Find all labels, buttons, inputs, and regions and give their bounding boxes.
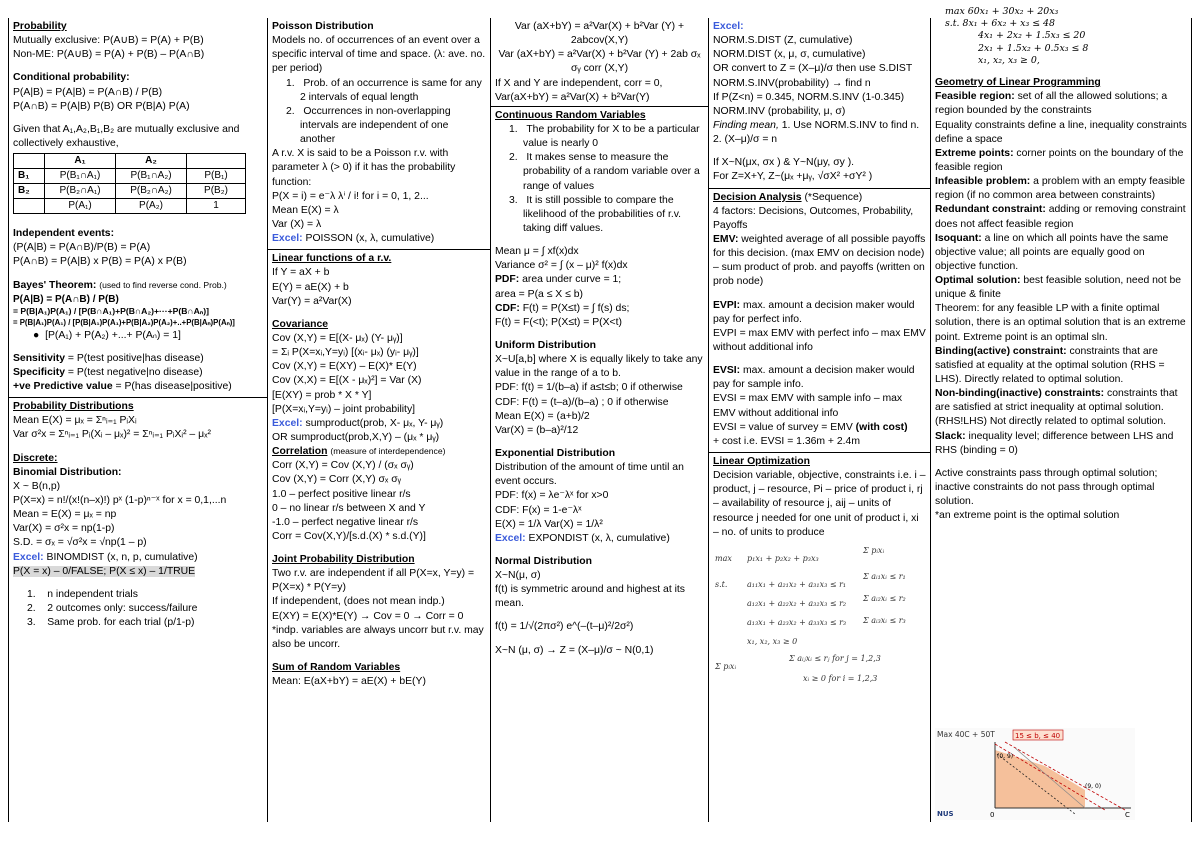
lin-line-1: If Y = aX + b	[272, 267, 330, 279]
poisson-var: Var (X) = λ	[272, 218, 322, 230]
excel-label: Excel:	[272, 233, 303, 245]
continuous-title: Continuous Random Variables	[495, 109, 646, 121]
lp-example	[935, 6, 1187, 67]
extreme-note: *an extreme point is the optimal solution	[935, 510, 1120, 522]
indep-line-1: (P(A|B) = P(A∩B)/P(B) = P(A)	[13, 242, 151, 254]
feasible-region-text: set of all the allowed solutions; a region bounded by the constraints	[935, 91, 1168, 117]
nonbinding-text: constraints that are satisfied at strict inequality at optimal solution. (RHS!LHS) Not directly related to optimal solution.	[935, 388, 1178, 428]
with-cost: (with cost)	[855, 421, 908, 433]
evsi-line	[713, 364, 926, 392]
unif-cdf: CDF: F(t) = (t–a)/(b–a) ; 0 if otherwise	[495, 396, 669, 408]
column-2	[267, 18, 490, 822]
pd-mean: Mean E(X) = μₓ = Σⁿᵢ₌₁ PᵢXᵢ	[13, 415, 137, 427]
list-item-text: Occurrences in non-overlapping intervals are independent of one another	[300, 105, 451, 146]
given-text: Given that A₁,A₂,B₁,B₂ are mutually exclusive and collectively exhaustive,	[13, 123, 240, 149]
poisson-desc: Models no. of occurrences of an event over a specific interval of time and space. (λ: ave. no. per period)	[272, 35, 486, 75]
evpi-line-2: EVPI = max EMV with perfect info – max EMV without additional info	[713, 327, 926, 353]
unif-line-1: X~U[a,b] where X is equally likely to take any value in the range of a to b.	[495, 354, 703, 380]
example-st-4: x₁, x₂, x₃ ≥ 0,	[978, 54, 1040, 66]
bayes-heading	[13, 279, 263, 293]
list-item-text: n independent trials	[47, 588, 138, 600]
corr-line-5: -1.0 – perfect negative linear r/s	[272, 516, 419, 528]
norm-line-2: f(t) is symmetric around and highest at its mean.	[495, 584, 685, 610]
exp-excel: EXPONDIST (x, λ, cumulative)	[525, 532, 670, 544]
table-cell: P(B₁∩A₁)	[45, 169, 116, 184]
excel-line-4: NORM.S.INV(probability) → find n	[713, 77, 871, 89]
table-cell: P(B₂∩A₁)	[45, 184, 116, 199]
poisson-mean: Mean E(X) = λ	[272, 204, 339, 216]
covariance-title: Covariance	[272, 318, 329, 330]
cheat-sheet	[8, 6, 1192, 822]
isoquant-line	[935, 232, 1187, 274]
unif-var: Var(X) = (b–a)²/12	[495, 424, 579, 436]
graph-axis-c: C	[1125, 811, 1130, 819]
slack-label: Slack:	[935, 430, 966, 442]
decision-title: Decision Analysis	[713, 191, 802, 203]
correlation-title: Correlation	[272, 446, 328, 458]
list-item: 3. It is still possible to compare the likelihood of the probabilities of r.v. taking diff values.	[509, 194, 682, 234]
active-text: Active constraints pass through optimal solution; inactive constraints do not pass through optimal solution.	[935, 467, 1158, 508]
emv-line	[713, 233, 926, 290]
dec-line-1: 4 factors: Decisions, Outcomes, Probability, Payoffs	[713, 205, 914, 231]
lp-max: max	[715, 553, 732, 563]
extreme-points-label: Extreme points:	[935, 147, 1014, 159]
joint-line-3: E(XY) = E(X)*E(Y) → Cov = 0 → Corr = 0	[272, 610, 464, 622]
binom-line-5: S.D. = σₓ = √σ²x = √np(1 – p)	[13, 537, 147, 549]
evsi-line-2: EVSI = max EMV with sample info – max EMV without additional info	[713, 393, 903, 419]
cov-line-2: = Σᵢ P(X=xᵢ,Y=yᵢ) [(xᵢ- μₓ) (yᵢ- μᵧ)]	[272, 347, 419, 359]
binom-excel-line	[13, 551, 263, 565]
cov-line-5: [E(XY) = prob * X * Y]	[272, 389, 372, 401]
cdf-text: F(t) = P(X≤t) = ∫ f(s) ds;	[519, 302, 630, 314]
infeasible-text: a problem with an empty feasible region (if no common area between constraints)	[935, 176, 1186, 202]
cov-line-7: OR sumproduct(prob,X,Y) – (μₓ * μᵧ)	[272, 431, 440, 443]
list-item-text: It makes sense to measure the probability of a random variable over a range of values	[523, 152, 700, 192]
evsi-line-3	[713, 421, 926, 435]
cond-line-1: P(A|B) = P(A|B) = P(A∩B) / P(B)	[13, 86, 163, 98]
joint-line-4: *indp. variables are always uncorr but r.v. may also be uncorr.	[272, 624, 484, 650]
binom-line-4: Var(X) = σ²x = np(1-p)	[13, 523, 115, 535]
lp-general-constraint: Σ aᵢⱼxᵢ ≤ rⱼ for j = 1,2,3	[789, 653, 881, 663]
sensitivity-line	[13, 352, 263, 366]
bayes-title: Bayes' Theorem:	[13, 279, 97, 291]
list-item-text: The probability for X to be a particular value is nearly 0	[523, 123, 700, 150]
pdf-text: area under curve = 1;	[519, 274, 622, 286]
binom-highlight: P(X = x) – 0/FALSE; P(X ≤ x) – 1/TRUE	[13, 565, 196, 577]
poisson-pf: P(X = i) = e⁻λ λⁱ / i! for i = 0, 1, 2...	[272, 190, 429, 202]
list-item: 2. It makes sense to measure the probability of a random variable over a range of values	[509, 152, 700, 192]
lp-general-obj: Σ pᵢxᵢ	[715, 661, 737, 671]
exp-line-1: Distribution of the amount of time until an event occurs.	[495, 462, 684, 488]
infeasible-line	[935, 175, 1187, 203]
nonme-line: Non-ME: P(A∪B) = P(A) + P(B) – P(A∩B)	[13, 49, 205, 61]
lp-objective: p₁x₁ + p₂x₂ + p₃x₃	[747, 553, 819, 563]
binomial-title: Binomial Distribution:	[13, 466, 122, 478]
lp-sum-objective: Σ pᵢxᵢ	[863, 545, 885, 555]
cond-line-2: P(A∩B) = P(A|B) P(B) OR P(B|A) P(A)	[13, 100, 190, 112]
bayes-bullet-row: ● [P(A₁) + P(A₂) +...+ P(Aₙ) = 1]	[33, 329, 181, 341]
binding-label: Binding(active) constraint:	[935, 345, 1067, 357]
extreme-points-text: corner points on the boundary of the feasible region	[935, 147, 1184, 173]
excel-label: Excel:	[13, 551, 44, 563]
exp-pdf: PDF: f(x) = λe⁻λˣ for x>0	[495, 490, 609, 502]
evsi-line-4: + cost i.e. EVSI = 1.36m + 2.4m	[713, 435, 860, 447]
binom-line-3: Mean = E(X) = μₓ = np	[13, 509, 117, 521]
optimal-text: best feasible solution, need not be unique & finite	[935, 275, 1182, 301]
ppv-line	[13, 380, 263, 394]
list-item: 2. Occurrences in non-overlapping intervals are independent of one another	[286, 105, 451, 146]
sum-rv-title: Sum of Random Variables	[272, 662, 401, 674]
cov-line-3: Cov (X,Y) = E(XY) – E(X)* E(Y)	[272, 361, 417, 373]
conditional-title: Conditional probability:	[13, 72, 130, 84]
pdf-line-2: area = P(a ≤ X ≤ b)	[495, 288, 583, 300]
finding-mean-label: Finding mean,	[713, 119, 779, 131]
nus-logo: NUS	[937, 810, 954, 818]
cont-mean: Mean μ = ∫ xf(x)dx	[495, 246, 579, 258]
corr-line-6: Corr = Cov(X,Y)/[s.d.(X) * s.d.(Y)]	[272, 530, 426, 542]
correlation-heading	[272, 445, 486, 459]
table-cell: P(B₂)	[187, 184, 246, 199]
norm-f: f(t) = 1/√(2πσ²) e^(–(t–μ)²/2σ²)	[495, 621, 634, 633]
uniform-title: Uniform Distribution	[495, 339, 597, 351]
graph-title: Max 40C + 50T	[937, 730, 995, 739]
sensitivity-label: Sensitivity	[13, 352, 65, 364]
table-cell	[14, 199, 45, 214]
cov-excel-line	[272, 417, 486, 431]
excel-label: Excel:	[713, 21, 744, 32]
excel-line-2: NORM.DIST (x, μ, σ, cumulative)	[713, 49, 866, 61]
pdf-line	[495, 273, 704, 287]
list-item-text: Same prob. for each trial (p/1-p)	[47, 617, 195, 629]
nonbinding-label: Non-binding(inactive) constraints:	[935, 388, 1105, 400]
cdf-line-2: F(t) = F(<t); P(X≤t) = P(X<t)	[495, 316, 622, 328]
table-cell: P(B₂∩A₂)	[116, 184, 187, 199]
var-line-4: Var(aX+bY) = a²Var(X) + b²Var(Y)	[495, 91, 650, 103]
isoquant-label: Isoquant:	[935, 232, 982, 244]
redundant-line	[935, 203, 1187, 231]
excel-line-9: For Z=X+Y, Z~(μₓ +μᵧ, √σX² +σY² )	[713, 171, 873, 183]
column-4	[708, 18, 930, 822]
lp-sum-c1: Σ aᵢ₁xᵢ ≤ r₁	[863, 571, 906, 581]
optimal-label: Optimal solution:	[935, 275, 1021, 287]
var-line-3: If X and Y are independent, corr = 0,	[495, 77, 663, 89]
equality-text: Equality constraints define a line, inequality constraints define a space	[935, 119, 1187, 145]
sum-line-1: Mean: E(aX+bY) = aE(X) + bE(Y)	[272, 676, 426, 688]
infeasible-label: Infeasible problem:	[935, 176, 1031, 188]
corr-line-1: Corr (X,Y) = Cov (X,Y) / (σₓ σᵧ)	[272, 460, 414, 472]
pd-var: Var σ²x = Σⁿᵢ₌₁ Pᵢ(Xᵢ – μₓ)² = Σⁿᵢ₌₁ PᵢXᵢ² – μₓ²	[13, 429, 211, 441]
lo-text: Decision variable, objective, constraints i.e. i – product, j – resource, Pi – price of product i, rj – availability of resource j, aij – units of resource j needed for one unit of product i, xi – no. of units to produce	[713, 470, 926, 538]
binom-line-2: P(X=x) = n!/(x!(n–x)!) pˣ (1-p)ⁿ⁻ˣ for x = 0,1,...n	[13, 494, 227, 506]
list-item: 1. The probability for X to be a particular value is nearly 0	[509, 123, 700, 150]
linear-optimization-title: Linear Optimization	[713, 455, 810, 467]
excel-line-8: If X~N(μx, σx ) & Y~N(μy, σy ).	[713, 157, 855, 169]
ppv-text: = P(has disease|positive)	[112, 380, 232, 392]
exponential-title: Exponential Distribution	[495, 447, 616, 459]
evpi-line	[713, 299, 926, 327]
lp-constraint-1: a₁₁x₁ + a₂₁x₂ + a₃₁x₃ ≤ r₁	[747, 579, 847, 589]
specificity-text: = P(test negative|no disease)	[64, 366, 203, 378]
redundant-label: Redundant constraint:	[935, 204, 1046, 216]
excel-line-5: If P(Z<n) = 0.345, NORM.S.INV (1-0.345)	[713, 91, 905, 103]
emv-label: EMV:	[713, 233, 739, 245]
theorem-text: Theorem: for any feasible LP with a finite optimal solution, there is an optimal solution that is an extreme point. Extreme point is an optimal sln.	[935, 303, 1186, 343]
table-header: A₁	[45, 154, 116, 169]
column-3	[490, 18, 708, 822]
evsi-label: EVSI:	[713, 365, 741, 377]
lp-constraint-2: a₁₂x₁ + a₂₂x₂ + a₃₂x₃ ≤ r₂	[747, 598, 847, 608]
excel-line-6: NORM.INV (probability, μ, σ)	[713, 105, 846, 117]
me-line: Mutually exclusive: P(A∪B) = P(A) + P(B)	[13, 35, 204, 47]
extreme-points-line	[935, 147, 1187, 175]
normal-title: Normal Distribution	[495, 555, 592, 567]
cdf-label: CDF:	[495, 302, 520, 314]
table-header	[14, 154, 45, 169]
graph-origin: 0	[990, 811, 995, 819]
lp-sum-c2: Σ aᵢ₂xᵢ ≤ r₂	[863, 593, 906, 603]
table-header: A₂	[116, 154, 187, 169]
nonbinding-line	[935, 387, 1187, 429]
example-max: max 60x₁ + 30x₂ + 20x₃	[945, 6, 1059, 17]
evpi-text: max. amount a decision maker would pay for perfect info.	[713, 299, 915, 325]
correlation-note: (measure of interdependence)	[330, 446, 446, 457]
linear-functions-title: Linear functions of a r.v.	[272, 253, 392, 265]
lp-graph	[935, 728, 1135, 820]
lp-sum-c3: Σ aᵢ₃xᵢ ≤ r₃	[863, 615, 906, 625]
table-cell: P(A₂)	[116, 199, 187, 214]
binding-line	[935, 345, 1187, 387]
graph-box-label: 15 ≤ b, ≤ 40	[1015, 732, 1061, 740]
corr-line-3: 1.0 – perfect positive linear r/s	[272, 488, 411, 500]
graph-point-1: (0, 9)	[997, 753, 1014, 760]
example-st-2: 4x₁ + 2x₂ + 1.5x₃ ≤ 20	[978, 30, 1086, 42]
optimal-line	[935, 274, 1187, 302]
lp-general-nonneg: xᵢ ≥ 0 for i = 1,2,3	[803, 673, 878, 683]
norm-line-1: X~N(μ, σ)	[495, 570, 541, 582]
list-item: 2. 2 outcomes only: success/failure	[27, 602, 198, 614]
probability-title: Probability	[13, 21, 67, 32]
specificity-label: Specificity	[13, 366, 65, 378]
table-cell: P(A₁)	[45, 199, 116, 214]
exp-ev: E(X) = 1/λ Var(X) = 1/λ²	[495, 518, 603, 530]
list-item: 1. n independent trials	[27, 588, 138, 600]
discrete-title: Discrete:	[13, 452, 58, 464]
lp-nonneg: x₁, x₂, x₃ ≥ 0	[747, 636, 798, 646]
bayes-line-2: = P(B|A₁)P(A₁) / [P(B∩A₁)+P(B∩A₂)+···+P(B∩Aₙ)]	[13, 306, 209, 317]
lin-line-2: E(Y) = aE(X) + b	[272, 281, 349, 293]
bayes-bullet: [P(A₁) + P(A₂) +...+ P(Aₙ) = 1]	[45, 329, 181, 341]
independent-title: Independent events:	[13, 228, 115, 240]
pdf-label: PDF:	[495, 274, 520, 286]
var-line-1: Var (aX+bY) = a²Var(X) + b²Var (Y) + 2abcov(X,Y)	[514, 21, 685, 47]
ppv-label: +ve Predictive value	[13, 380, 113, 392]
excel-line-1: NORM.S.DIST (Z, cumulative)	[713, 35, 853, 47]
indep-line-2: P(A∩B) = P(A|B) x P(B) = P(A) x P(B)	[13, 256, 187, 268]
cov-line-1: Cov (X,Y) = E[(X- μₓ) (Y- μᵧ)]	[272, 332, 403, 344]
emv-text: weighted average of all possible payoffs for this decision. (max EMV on decision node) – sum product of prob. and payoffs (written on prob node)	[713, 233, 926, 288]
table-cell: B₂	[14, 184, 45, 199]
example-st-3: 2x₁ + 1.5x₂ + 0.5x₃ ≤ 8	[978, 42, 1089, 54]
unif-mean: Mean E(X) = (a+b)/2	[495, 410, 590, 422]
specificity-line	[13, 366, 263, 380]
slack-line	[935, 430, 1187, 458]
slack-text: inequality level; difference between LHS and RHS (binding = 0)	[935, 430, 1174, 456]
feasible-region-line	[935, 90, 1187, 118]
column-1	[8, 18, 267, 822]
bayes-note: (used to find reverse cond. Prob.)	[99, 279, 227, 290]
table-cell: P(B₁∩A₂)	[116, 169, 187, 184]
list-item-text: It is still possible to compare the likelihood of the probabilities of r.v. taking diff values.	[523, 194, 682, 234]
graph-point-2: (9, 0)	[1085, 783, 1102, 790]
cdf-line	[495, 302, 704, 316]
list-item: 1. Prob. of an occurrence is same for any 2 intervals of equal length	[286, 77, 482, 103]
isoquant-text: a line on which all points have the same objective value; all points are equally good on objective function.	[935, 232, 1169, 272]
excel-label: Excel:	[495, 532, 526, 544]
table-cell: 1	[187, 199, 246, 214]
poisson-title: Poisson Distribution	[272, 21, 374, 32]
corr-line-4: 0 – no linear r/s between X and Y	[272, 502, 426, 514]
list-item-text: 2 outcomes only: success/failure	[47, 602, 198, 614]
poisson-rv: A r.v. X is said to be a Poisson r.v. with parameter λ (> 0) if it has the probability function:	[272, 148, 456, 188]
excel-line-3: OR convert to Z = (X–μ)/σ then use S.DIST	[713, 63, 913, 75]
bayes-line-3: = P(B|A₁)P(A₁) / [P(B|A₁)P(A₁)+P(B|A₂)P(A₂)+..+P(B|Aₙ)P(Aₙ)]	[13, 317, 235, 327]
joint-line-2: If independent, (does not mean indp.)	[272, 596, 445, 608]
geometry-title: Geometry of Linear Programming	[935, 77, 1101, 89]
unif-pdf: PDF: f(t) = 1/(b–a) if a≤t≤b; 0 if otherwise	[495, 382, 683, 394]
example-st-1: s.t. 8x₁ + 6x₂ + x₃ ≤ 48	[945, 18, 1055, 30]
table-cell: B₁	[14, 169, 45, 184]
poisson-excel-line	[272, 232, 486, 246]
joint-title: Joint Probability Distribution	[272, 554, 415, 566]
evsi-value-text: EVSI = value of survey = EMV	[713, 421, 856, 433]
lp-constraint-3: a₁₃x₁ + a₂₃x₂ + a₃₃x₃ ≤ r₃	[747, 617, 847, 627]
exp-excel-line	[495, 532, 704, 546]
var-line-2: Var (aX+bY) = a²Var(X) + b²Var (Y) + 2ab σₓ σᵧ corr (X,Y)	[498, 49, 701, 75]
sensitivity-text: = P(test positive|has disease)	[64, 352, 204, 364]
decision-note: (*Sequence)	[801, 191, 863, 203]
joint-line-1: Two r.v. are independent if all P(X=x, Y=y) = P(X=x) * P(Y=y)	[272, 568, 475, 594]
cov-line-6: [P(X=xᵢ,Y=yᵢ) – joint probability]	[272, 403, 416, 415]
list-item-text: Prob. of an occurrence is same for any 2 intervals of equal length	[300, 77, 482, 103]
excel-label: Excel:	[272, 417, 303, 429]
prob-dist-title: Probability Distributions	[13, 401, 134, 413]
finding-mean-text: 1. Use NORM.S.INV to find n. 2. (X–μ)/σ = n	[713, 119, 920, 146]
table-cell: P(B₁)	[187, 169, 246, 184]
binom-line-1: X ~ B(n,p)	[13, 480, 61, 492]
list-item: 3. Same prob. for each trial (p/1-p)	[27, 617, 195, 629]
cov-line-4: Cov (X,X) = E[(X - μₓ)²] = Var (X)	[272, 375, 422, 387]
cont-var: Variance σ² = ∫ (x – μ)² f(x)dx	[495, 260, 628, 272]
exp-cdf: CDF: F(x) = 1-e⁻λˣ	[495, 504, 582, 516]
decision-heading	[713, 191, 926, 205]
excel-line-7	[713, 119, 926, 147]
evpi-label: EVPI:	[713, 299, 741, 311]
redundant-text: adding or removing constraint does not affect feasible region	[935, 204, 1186, 230]
corr-line-2: Cov (X,Y) = Corr (X,Y) σₓ σᵧ	[272, 474, 401, 486]
evsi-text: max. amount a decision maker would pay for sample info.	[713, 365, 915, 391]
lp-st: s.t.	[715, 579, 728, 589]
poisson-excel: POISSON (x, λ, cumulative)	[302, 233, 435, 245]
bayes-line-1: P(A|B) = P(A∩B) / P(B)	[13, 293, 119, 305]
cov-excel: sumproduct(prob, X- μₓ, Y- μᵧ)	[302, 417, 444, 429]
feasible-region-label: Feasible region:	[935, 91, 1015, 103]
binom-excel: BINOMDIST (x, n, p, cumulative)	[43, 551, 198, 563]
table-header	[187, 154, 246, 169]
lp-formulation	[713, 542, 926, 692]
binding-text: constraints that are satisfied at equality at the optimal solution (RHS = LHS). Directly related to optimal solution.	[935, 345, 1165, 386]
lin-line-3: Var(Y) = a²Var(X)	[272, 295, 352, 307]
column-5	[930, 6, 1192, 822]
norm-z: X~N (μ, σ) → Z = (X–μ)/σ ~ N(0,1)	[495, 644, 654, 656]
joint-prob-table	[13, 153, 246, 214]
